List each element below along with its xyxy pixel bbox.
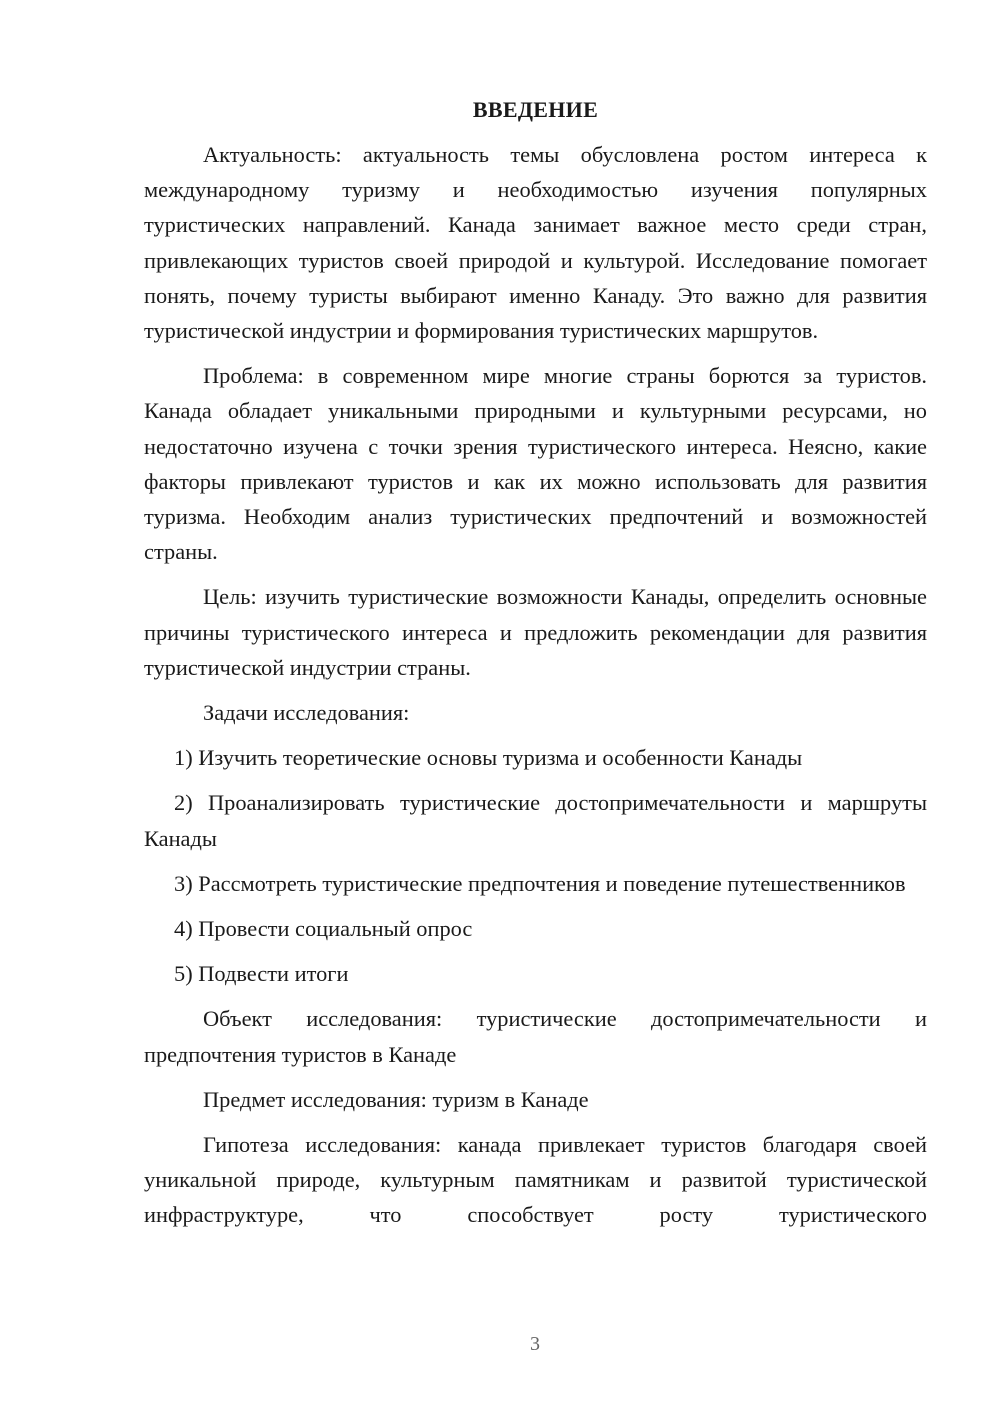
paragraph-object: Объект исследования: туристические достопримечательности и предпочтения туристов в Канаде xyxy=(144,1006,927,1067)
paragraph-problem: Проблема: в современном мире многие страны борются за туристов. Канада обладает уникальными природными и культурными ресурсами, но недостаточно изучена с точки зрения туристического интереса. Неясно, какие факторы привлекают туристов и как их можно использовать для развития туризма. Необходим анализ туристических предпочтений и возможностей страны. xyxy=(144,363,927,565)
page-number: 3 xyxy=(530,1333,540,1355)
paragraph-hypothesis: Гипотеза исследования: канада привлекает туристов благодаря своей уникальной природе, культурным памятникам и развитой туристической инфраструктуре, что способствует росту туристического xyxy=(144,1132,927,1228)
paragraph-subject: Предмет исследования: туризм в Канаде xyxy=(203,1086,589,1112)
task-item-5: 5) Подвести итоги xyxy=(174,961,349,987)
task-item-4: 4) Провести социальный опрос xyxy=(174,916,473,942)
paragraph-relevance: Актуальность: актуальность темы обусловлена ростом интереса к международному туризму и необходимостью изучения популярных туристических направлений. Канада занимает важное место среди стран, привлекающих туристов своей природой и культурой. Исследование помогает понять, почему туристы выбирают именно Канаду. Это важно для развития туристической индустрии и формирования туристических маршрутов. xyxy=(144,142,927,344)
document-page xyxy=(144,92,927,1233)
task-item-1: 1) Изучить теоретические основы туризма и особенности Канады xyxy=(174,745,803,771)
page-title: ВВЕДЕНИЕ xyxy=(472,97,599,122)
task-item-3: 3) Рассмотреть туристические предпочтения и поведение путешественников xyxy=(174,870,906,896)
tasks-heading: Задачи исследования: xyxy=(203,700,410,726)
task-item-2: 2) Проанализировать туристические достопримечательности и маршруты Канады xyxy=(144,790,927,851)
paragraph-goal: Цель: изучить туристические возможности Канады, определить основные причины туристического интереса и предложить рекомендации для развития туристической индустрии страны. xyxy=(144,584,927,680)
